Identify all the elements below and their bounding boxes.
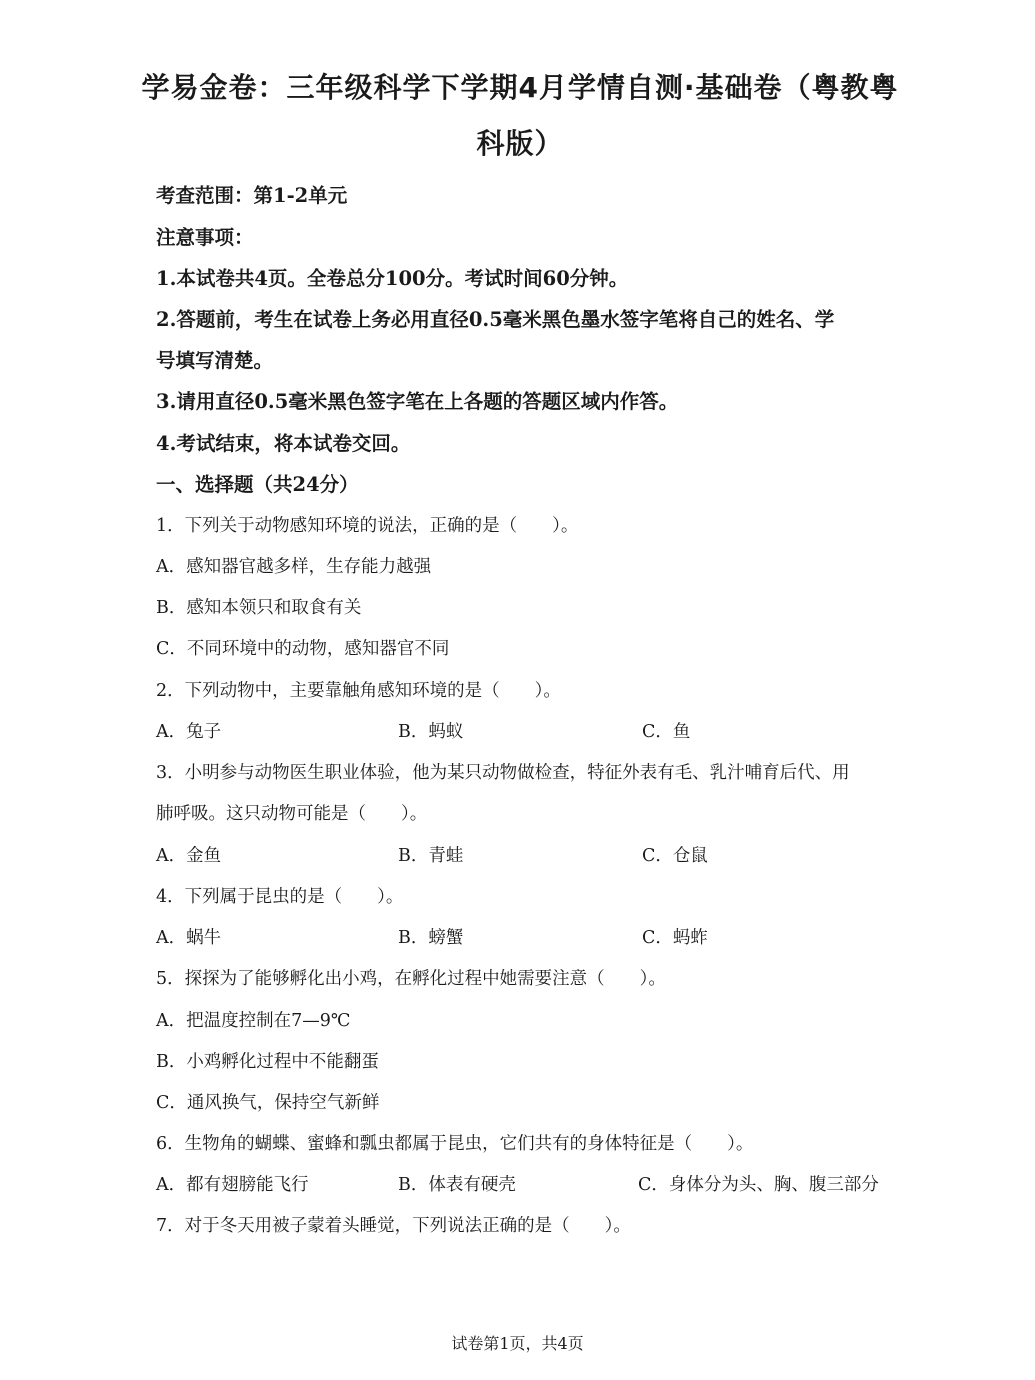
question-6-stem: 6．生物角的蝴蝶、蜜蜂和瓢虫都属于昆虫，它们共有的身体特征是（ ）。 [156,1134,754,1154]
question-4-option-b: B．螃蟹 [398,928,464,948]
question-6-option-a: A．都有翅膀能飞行 [156,1175,309,1195]
question-2-option-c: C．鱼 [642,722,691,742]
question-4-stem: 4．下列属于昆虫的是（ ）。 [156,887,404,907]
section-heading: 一、选择题（共24分） [156,473,359,496]
question-5-stem: 5．探探为了能够孵化出小鸡，在孵化过程中她需要注意（ ）。 [156,969,666,989]
question-5-option-a: A．把温度控制在7—9℃ [156,1011,351,1031]
question-7-stem: 7．对于冬天用被子蒙着头睡觉，下列说法正确的是（ ）。 [156,1216,631,1236]
exam-scope: 考查范围：第1-2单元 [156,184,348,207]
notes-heading: 注意事项： [156,226,254,249]
question-3-stem-line-1: 3．小明参与动物医生职业体验，他为某只动物做检查，特征外表有毛、乳汁哺育后代、用 [156,763,850,783]
question-6-option-c: C．身体分为头、胸、腹三部分 [638,1175,879,1195]
question-5-option-c: C．通风换气，保持空气新鲜 [156,1093,380,1113]
question-2-option-b: B．蚂蚁 [398,722,464,742]
question-2-option-a: A．兔子 [156,722,222,742]
note-item: 3.请用直径0.5毫米黑色签字笔在上各题的答题区域内作答。 [156,390,679,413]
note-item: 2.答题前，考生在试卷上务必用直径0.5毫米黑色墨水签字笔将自己的姓名、学 [156,308,835,331]
question-4-option-a: A．蜗牛 [156,928,222,948]
question-1-option-c: C．不同环境中的动物，感知器官不同 [156,639,450,659]
exam-title-line-2: 科版） [476,127,564,160]
note-item: 号填写清楚。 [156,349,274,372]
question-3-option-a: A．金鱼 [156,846,222,866]
question-1-option-a: A．感知器官越多样，生存能力越强 [156,557,432,577]
question-5-option-b: B．小鸡孵化过程中不能翻蛋 [156,1052,379,1072]
question-2-stem: 2．下列动物中，主要靠触角感知环境的是（ ）。 [156,681,561,701]
question-3-stem-line-2: 肺呼吸。这只动物可能是（ ）。 [156,804,428,824]
question-3-option-b: B．青蛙 [398,846,464,866]
question-4-option-c: C．蚂蚱 [642,928,708,948]
question-3-option-c: C．仓鼠 [642,846,708,866]
page-footer: 试卷第1页，共4页 [451,1334,584,1353]
note-item: 4.考试结束，将本试卷交回。 [156,432,411,455]
exam-title-line-1: 学易金卷：三年级科学下学期4月学情自测·基础卷（粤教粤 [141,71,899,104]
question-1-option-b: B．感知本领只和取食有关 [156,598,362,618]
note-item: 1.本试卷共4页。全卷总分100分。考试时间60分钟。 [156,267,629,290]
question-1-stem: 1．下列关于动物感知环境的说法，正确的是（ ）。 [156,516,579,536]
question-6-option-b: B．体表有硬壳 [398,1175,516,1195]
